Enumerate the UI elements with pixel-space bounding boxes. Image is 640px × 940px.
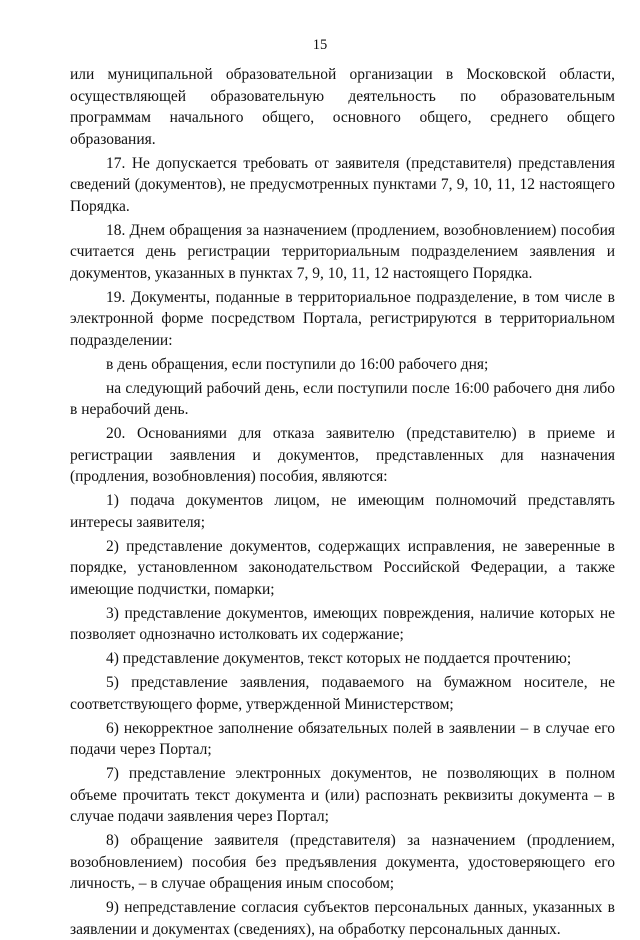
paragraph-20-item-4: 4) представление документов, текст которых не поддается прочтению; [106, 650, 572, 667]
paragraph-20-item-1: 1) подача документов лицом, не имеющим полномочий представлять интересы заявителя; [70, 492, 615, 531]
paragraph-19-item-2: на следующий рабочий день, если поступили после 16:00 рабочего дня либо в нерабочий день. [70, 379, 615, 418]
paragraph-18: 18. Днем обращения за назначением (продлением, возобновлением) пособия считается день регистрации территориальным подразделением заявления и документов, указанных в пунктах 7, 9, 10, 11, 12 настоящего Порядка. [70, 221, 615, 282]
paragraph-20-item-6: 6) некорректное заполнение обязательных полей в заявлении – в случае его подачи через Портал; [70, 719, 615, 758]
paragraph-20-item-7: 7) представление электронных документов, не позволяющих в полном объеме прочитать текст документа и (или) распознать реквизиты документа – в случае подачи заявления через Портал; [70, 765, 615, 825]
paragraph-20: 20. Основаниями для отказа заявителю (представителю) в приеме и регистрации заявления и документов, представленных для назначения (продления, возобновления) пособия, являются: [70, 425, 615, 485]
paragraph-20-item-2: 2) представление документов, содержащих исправления, не заверенные в порядке, установленном законодательством Российской Федерации, а также имеющие подчистки, помарки; [70, 537, 615, 598]
paragraph-19-item-1: в день обращения, если поступили до 16:00 рабочего дня; [106, 355, 489, 373]
paragraph-20-item-8: 8) обращение заявителя (представителя) за назначением (продлением, возобновлением) пособия без предъявления документа, удостоверяющего его личность, – в случае обращения иным способом; [70, 832, 615, 892]
paragraph-17: 17. Не допускается требовать от заявителя (представителя) представления сведений (документов), не предусмотренных пунктами 7, 9, 10, 11, 12 настоящего Порядка. [70, 154, 615, 215]
paragraph-20-item-9: 9) непредставление согласия субъектов персональных данных, указанных в заявлении и документах (сведениях), на обработку персональных данных. [70, 899, 615, 938]
page-number: 15 [312, 37, 328, 53]
paragraph-20-item-5: 5) представление заявления, подаваемого на бумажном носителе, не соответствующего форме, утвержденной Министерством; [70, 674, 615, 713]
paragraph-19: 19. Документы, поданные в территориальное подразделение, в том числе в электронной форме посредством Портала, регистрируются в территориальном подразделении: [70, 288, 615, 349]
paragraph-continuation: или муниципальной образовательной организации в Московской области, осуществляющей образовательную деятельность по образовательным программам начального общего, основного общего, среднего общего образования. [70, 66, 615, 148]
paragraph-20-item-3: 3) представление документов, имеющих повреждения, наличие которых не позволяет однозначно истолковать их содержание; [70, 604, 615, 643]
document-body [70, 64, 615, 940]
